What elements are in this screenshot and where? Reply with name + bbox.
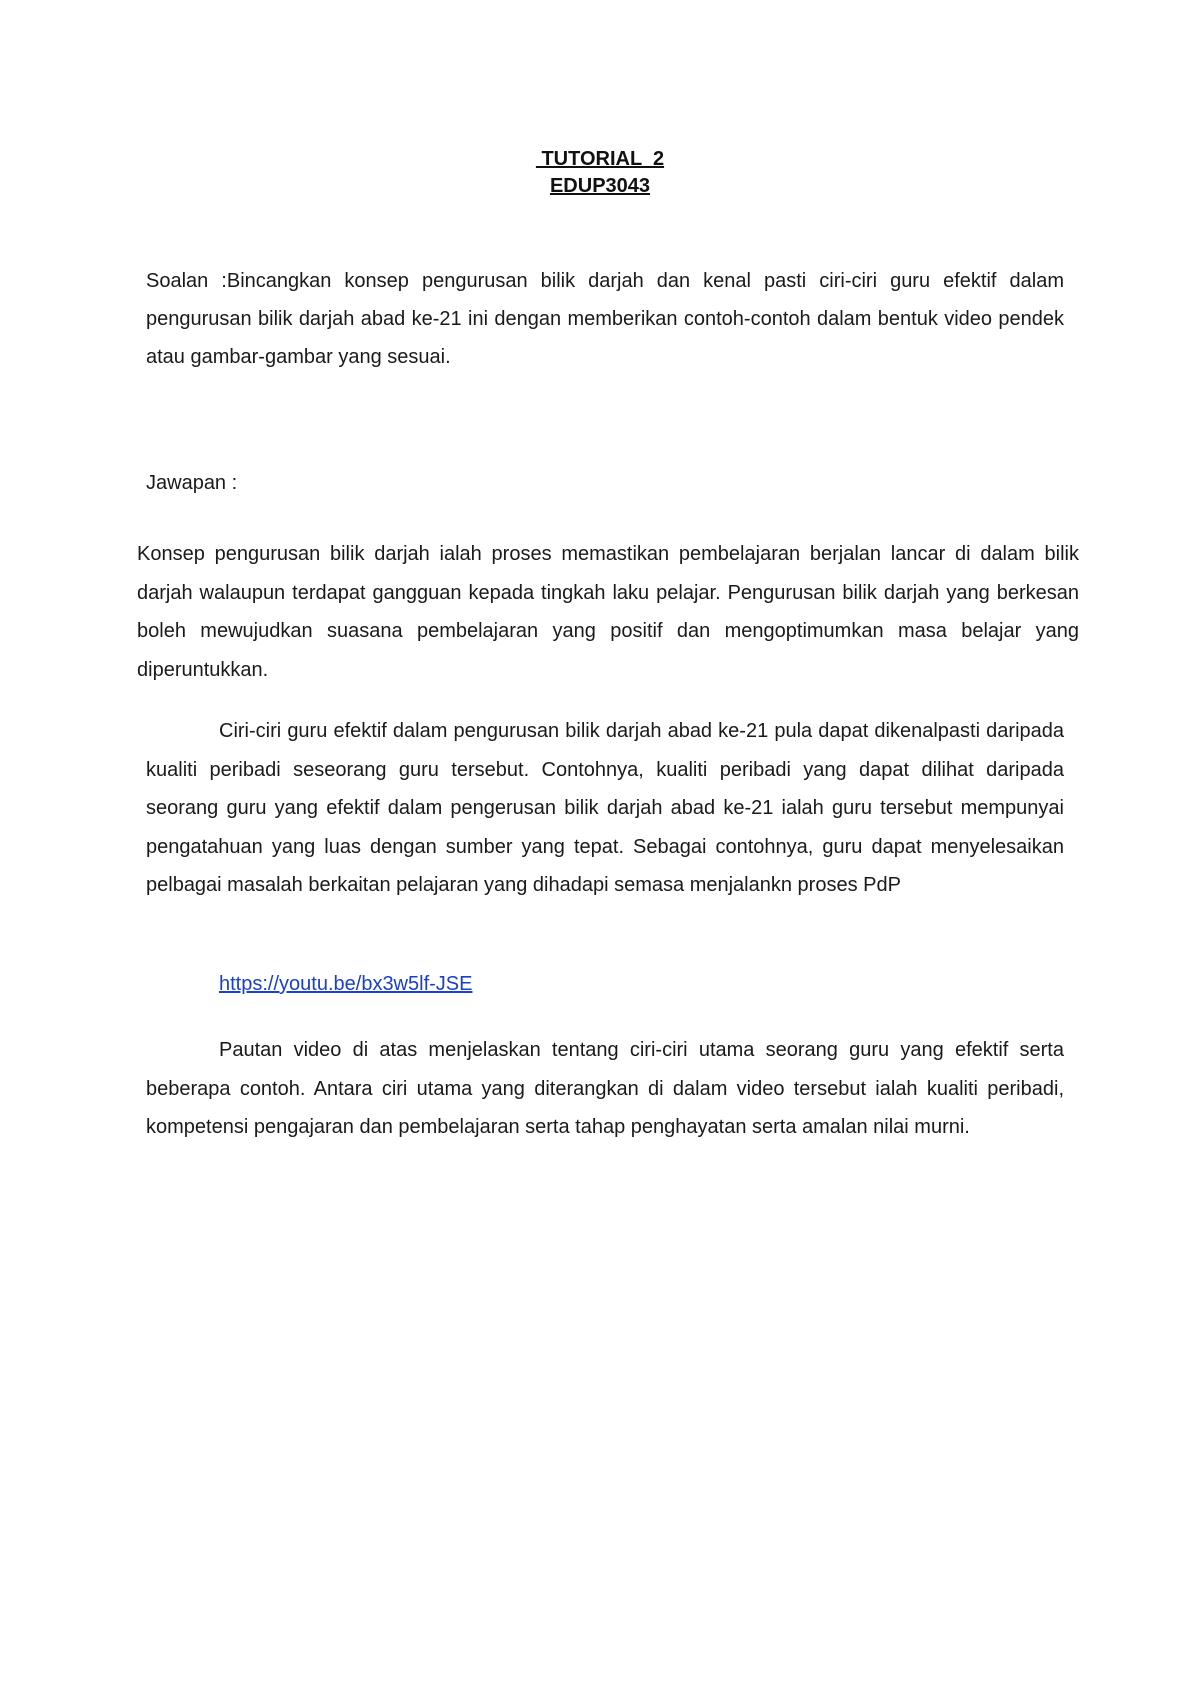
traits-paragraph: Ciri-ciri guru efektif dalam pengurusan bilik darjah abad ke-21 pula dapat dikenalpasti daripada kualiti peribadi seseorang guru tersebut. Contohnya, kualiti peribadi yang dapat dilihat daripada seorang guru yang efektif dalam pengerusan bilik darjah abad ke-21 ialah guru tersebut mempunyai pengatahuan yang luas dengan sumber yang tepat. Sebagai contohnya, guru dapat menyelesaikan pelbagai masalah berkaitan pelajaran yang dihadapi semasa menjalankn proses PdP [146,720,1064,896]
course-code: EDUP3043 [549,175,651,197]
question-paragraph: Soalan :Bincangkan konsep pengurusan bilik darjah dan kenal pasti ciri-ciri guru efektif dalam pengurusan bilik darjah abad ke-21 ini dengan memberikan contoh-contoh dalam bentuk video pendek atau gambar-gambar yang sesuai. [146,270,1064,368]
video-link[interactable]: https://youtu.be/bx3w5lf-JSE [219,973,473,995]
video-link-line [219,969,472,999]
video-description-paragraph: Pautan video di atas menjelaskan tentang ciri-ciri utama seorang guru yang efektif serta beberapa contoh. Antara ciri utama yang diterangkan di dalam video tersebut ialah kualiti peribadi, kompetensi pengajaran dan pembelajaran serta tahap penghayatan serta amalan nilai murni. [146,1039,1064,1138]
answer-label: Jawapan : [146,472,238,494]
concept-paragraph: Konsep pengurusan bilik darjah ialah proses memastikan pembelajaran berjalan lancar di dalam bilik darjah walaupun terdapat gangguan kepada tingkah laku pelajar. Pengurusan bilik darjah yang berkesan boleh mewujudkan suasana pembelajaran yang positif dan mengoptimumkan masa belajar yang diperuntukkan. [137,543,1079,681]
document-title: TUTORIAL 2 [535,148,665,170]
